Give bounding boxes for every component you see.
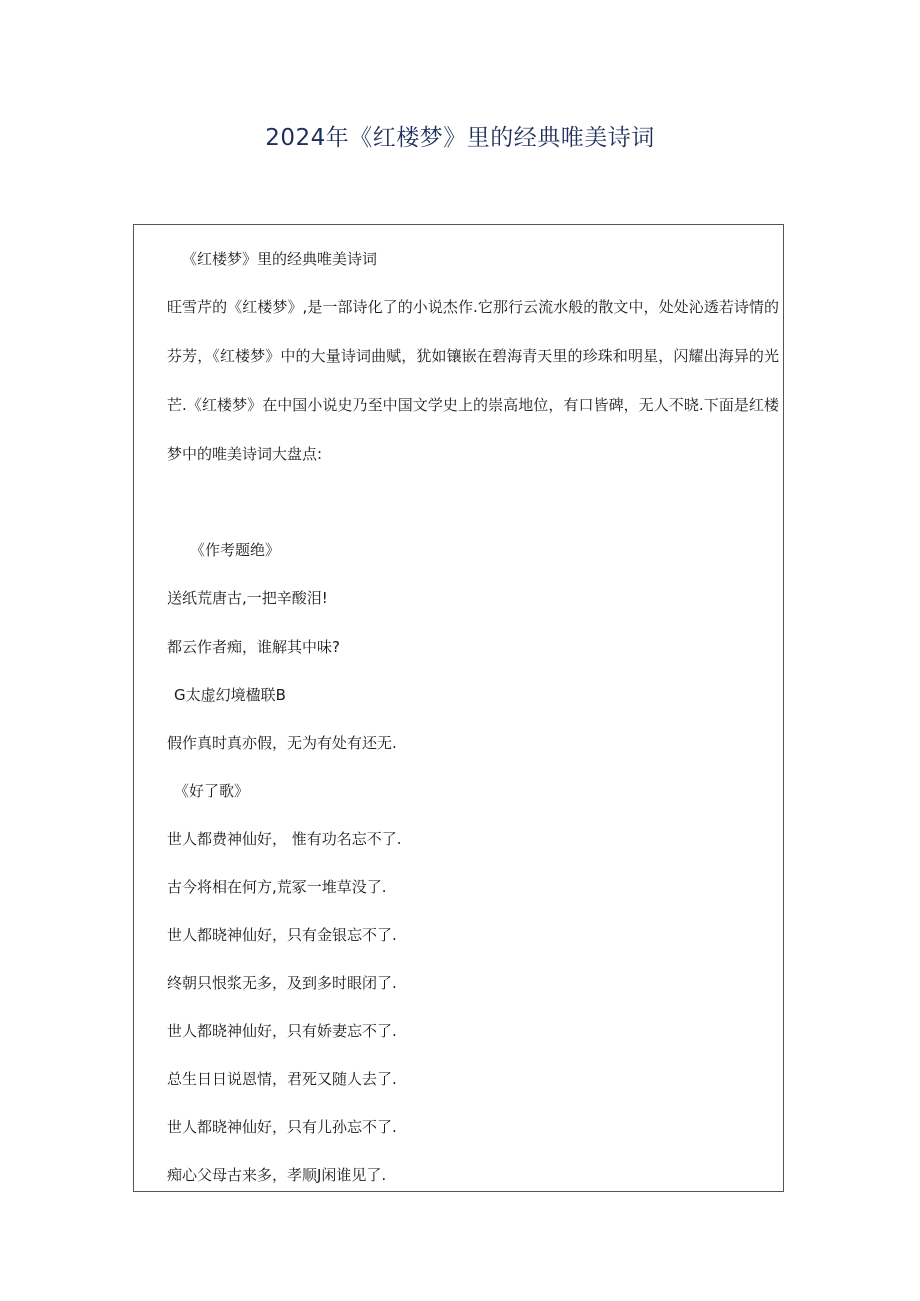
- content-box: [133, 224, 784, 1192]
- poem-line: 都云作者痴，谁解其中味?: [167, 638, 340, 656]
- poem-line: 世人都晓神仙好，只有儿孙忘不了.: [167, 1118, 397, 1136]
- poem-title: 《作考题绝》: [190, 541, 281, 559]
- section-heading: 《红楼梦》里的经典唯美诗词: [182, 250, 378, 268]
- poem-line: 世人都费神仙好， 惟有功名忘不了.: [167, 830, 402, 848]
- document-title: 2024年《红楼梦》里的经典唯美诗词: [265, 125, 655, 151]
- poem-line: 世人都晓神仙好，只有娇妻忘不了.: [167, 1022, 397, 1040]
- poem-line: 古今将相在何方,荒冢一堆草没了.: [167, 878, 387, 896]
- poem-line: 总生日日说恩情，君死又随人去了.: [167, 1070, 397, 1088]
- poem-line: 世人都晓神仙好，只有金银忘不了.: [167, 926, 397, 944]
- poem-line: 假作真时真亦假，无为有处有还无.: [167, 734, 397, 752]
- poem-line: 痴心父母古来多，孝顺J闲谁见了.: [167, 1166, 387, 1184]
- poem-title: G太虚幻境楹联B: [174, 686, 286, 704]
- poem-title: 《好了歌》: [174, 782, 250, 800]
- intro-paragraph: 旺雪芹的《红楼梦》,是一部诗化了的小说杰作.它那行云流水般的散文中，处处沁透若诗情的芬芳，《红楼梦》中的大量诗词曲赋，犹如镶嵌在碧海青天里的珍珠和明星，闪耀出海异的光芒.《红楼梦》在中国小说史乃至中国文学史上的崇高地位，有口皆碑，无人不晓.下面是红楼梦中的唯美诗词大盘点:: [167, 298, 779, 463]
- poem-line: 送纸荒唐古,一把辛酸泪!: [167, 589, 328, 607]
- poem-line: 终朝只恨浆无多，及到多时眼闭了.: [167, 974, 397, 992]
